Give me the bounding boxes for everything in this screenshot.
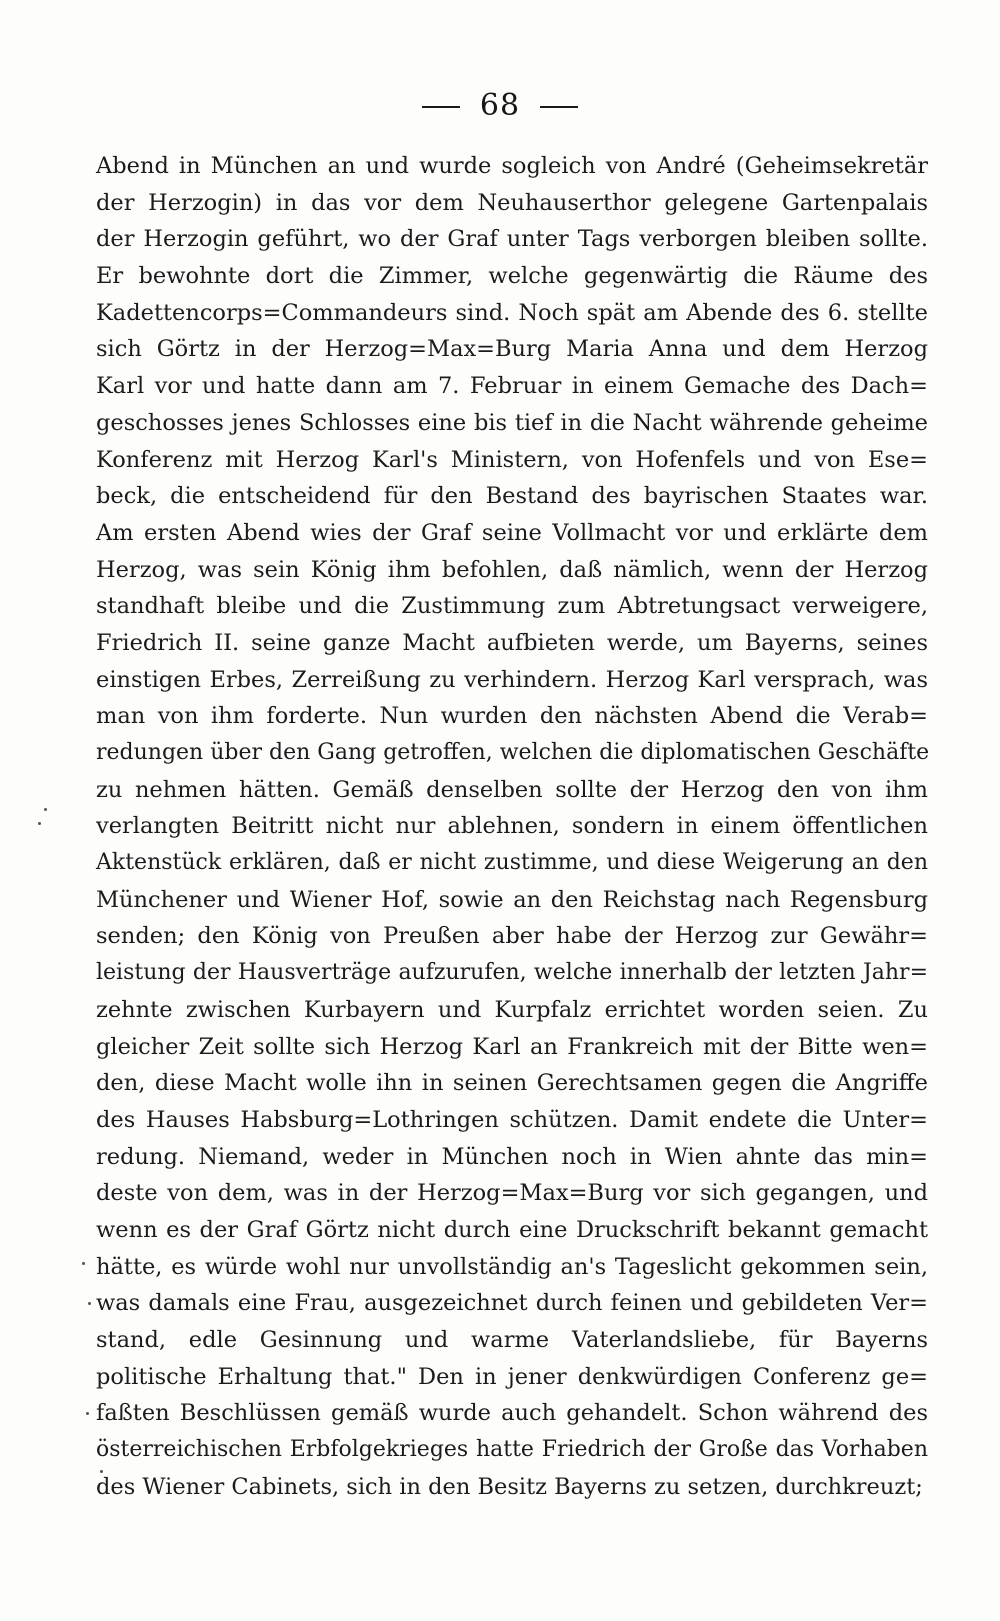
text-line: den, diese Macht wolle ihn in seinen Gerechtsamen gegen die Angriffe <box>96 1070 928 1097</box>
text-line: sich Görtz in der Herzog=Max=Burg Maria Anna und dem Herzog <box>96 336 928 363</box>
print-speck <box>44 808 47 811</box>
text-line: Aktenstück erklären, daß er nicht zustimme, und diese Weigerung an den <box>96 850 928 876</box>
body-text <box>96 148 928 1505</box>
text-line: einstigen Erbes, Zerreißung zu verhindern. Herzog Karl versprach, was <box>96 666 928 693</box>
text-line: Konferenz mit Herzog Karl's Ministern, von Hofenfels und von Ese= <box>96 446 928 473</box>
text-line: standhaft bleibe und die Zustimmung zum Abtretungsact verweigere, <box>96 593 928 620</box>
text-line: Münchener und Wiener Hof, sowie an den Reichstag nach Regensburg <box>96 886 928 913</box>
text-line: politische Erhaltung that." Den in jener denkwürdigen Conferenz ge= <box>96 1363 928 1390</box>
header-dash-left <box>422 106 460 108</box>
text-line: geschosses jenes Schlosses eine bis tief in die Nacht währende geheime <box>96 409 928 436</box>
print-speck <box>88 1302 91 1305</box>
text-line: stand, edle Gesinnung und warme Vaterlandsliebe, für Bayerns <box>96 1327 928 1353</box>
text-line: des Wiener Cabinets, sich in den Besitz Bayerns zu setzen, durchkreuzt; <box>96 1473 923 1500</box>
text-line: faßten Beschlüssen gemäß wurde auch gehandelt. Schon während des <box>96 1400 928 1427</box>
text-line: was damals eine Frau, ausgezeichnet durch feinen und gebildeten Ver= <box>96 1290 928 1317</box>
text-line: redung. Niemand, weder in München noch in Wien ahnte das min= <box>96 1143 928 1170</box>
text-line: senden; den König von Preußen aber habe der Herzog zur Gewähr= <box>96 923 928 950</box>
text-line: leistung der Hausverträge aufzurufen, welche innerhalb der letzten Jahr= <box>96 960 928 986</box>
text-line: man von ihm forderte. Nun wurden den nächsten Abend die Verab= <box>96 703 928 730</box>
text-line: gleicher Zeit sollte sich Herzog Karl an Frankreich mit der Bitte wen= <box>96 1033 928 1060</box>
text-line: des Hauses Habsburg=Lothringen schützen. Damit endete die Unter= <box>96 1106 928 1133</box>
text-line: der Herzogin) in das vor dem Neuhauserthor gelegene Gartenpalais <box>96 189 928 216</box>
print-speck <box>38 822 41 825</box>
page-header <box>0 88 1000 123</box>
print-speck <box>82 1262 85 1265</box>
text-line: Er bewohnte dort die Zimmer, welche gegenwärtig die Räume des <box>96 263 928 290</box>
text-line: hätte, es würde wohl nur unvollständig an's Tageslicht gekommen sein, <box>96 1253 928 1280</box>
text-line: zehnte zwischen Kurbayern und Kurpfalz errichtet worden seien. Zu <box>96 996 928 1023</box>
text-line: wenn es der Graf Görtz nicht durch eine Druckschrift bekannt gemacht <box>96 1216 928 1243</box>
text-line: deste von dem, was in der Herzog=Max=Burg vor sich gegangen, und <box>96 1180 928 1207</box>
text-line: Kadettencorps=Commandeurs sind. Noch spät am Abende des 6. stellte <box>96 299 928 326</box>
text-line: verlangten Beitritt nicht nur ablehnen, sondern in einem öffentlichen <box>96 813 928 840</box>
text-line: zu nehmen hätten. Gemäß denselben sollte der Herzog den von ihm <box>96 776 928 803</box>
text-line: Am ersten Abend wies der Graf seine Vollmacht vor und erklärte dem <box>96 519 928 546</box>
text-line: Abend in München an und wurde sogleich von André (Geheimsekretär <box>96 153 928 179</box>
text-line: österreichischen Erbfolgekrieges hatte Friedrich der Große das Vorhaben <box>96 1437 928 1463</box>
print-speck <box>100 1470 103 1473</box>
print-speck <box>86 1412 89 1415</box>
text-line: beck, die entscheidend für den Bestand des bayrischen Staates war. <box>96 483 928 510</box>
header-dash-right <box>540 106 578 108</box>
text-line: redungen über den Gang getroffen, welchen die diplomatischen Geschäfte <box>96 740 930 765</box>
page-number: 68 <box>479 88 521 123</box>
text-line: der Herzogin geführt, wo der Graf unter Tags verborgen bleiben sollte. <box>96 226 928 253</box>
text-line: Karl vor und hatte dann am 7. Februar in einem Gemache des Dach= <box>96 373 928 400</box>
text-line: Herzog, was sein König ihm befohlen, daß nämlich, wenn der Herzog <box>96 556 928 583</box>
text-line: Friedrich II. seine ganze Macht aufbieten werde, um Bayerns, seines <box>96 629 928 656</box>
